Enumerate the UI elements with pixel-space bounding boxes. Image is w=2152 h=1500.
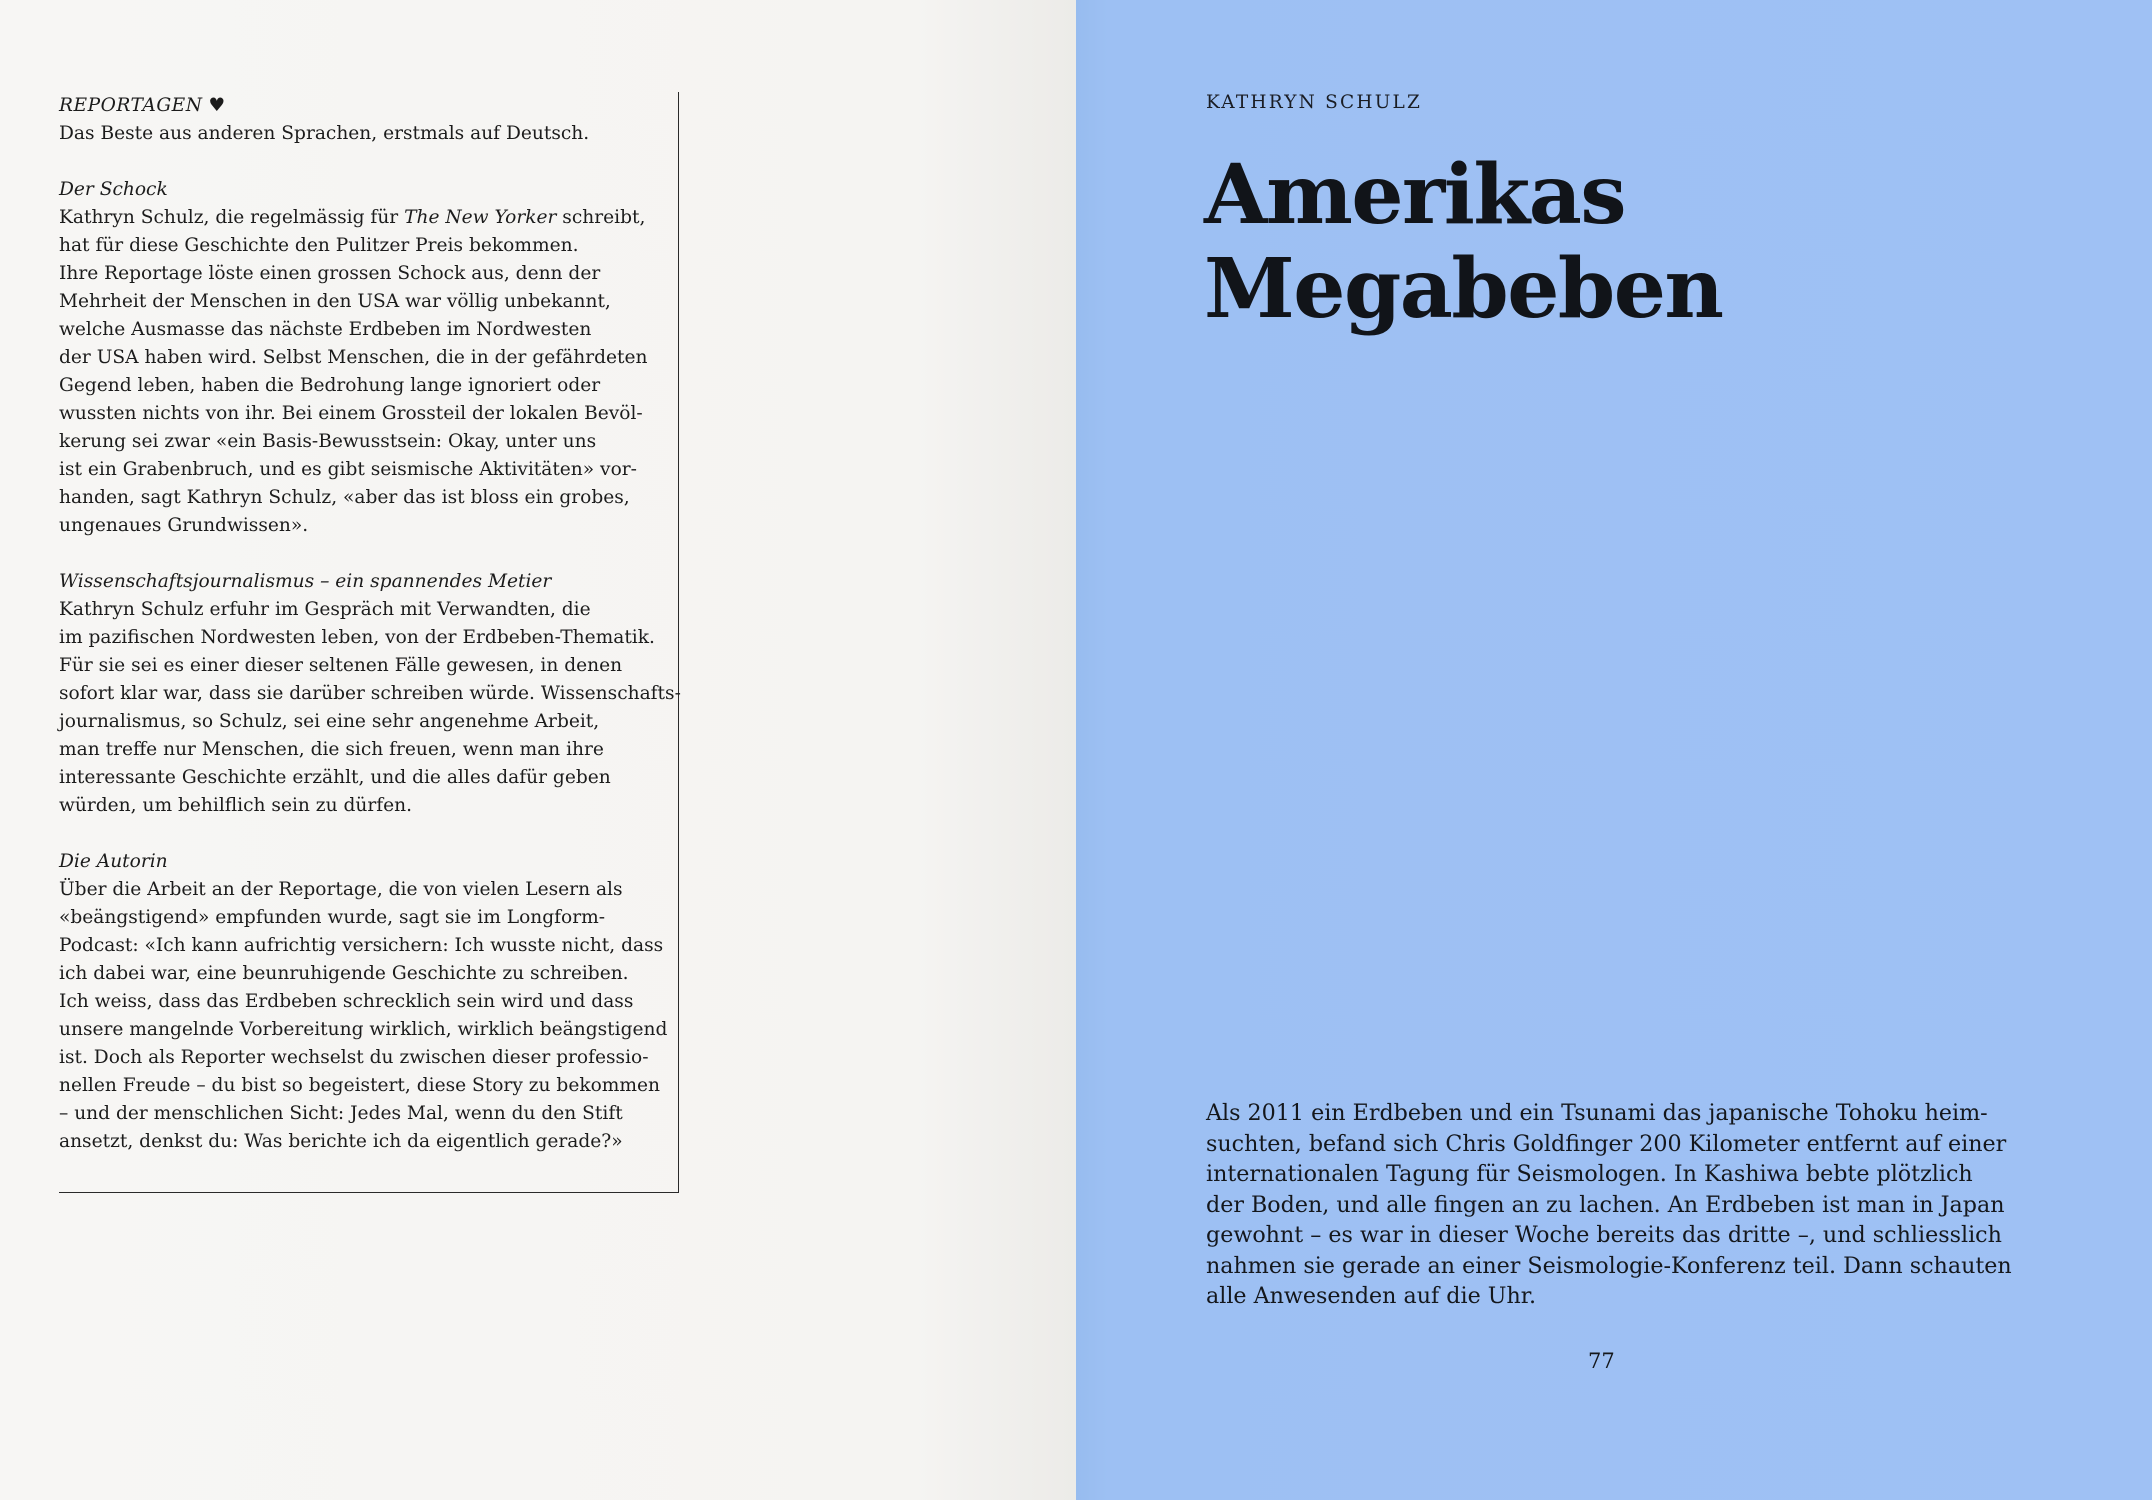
info-box-text	[59, 92, 681, 1156]
section-line: ungenaues Grundwissen».	[59, 515, 309, 536]
section-line: Ich weiss, dass das Erdbeben schrecklich sein wird und dass	[59, 991, 634, 1012]
intro-line: Als 2011 ein Erdbeben und ein Tsunami das japanische Tohoku heim-	[1206, 1100, 1988, 1126]
section-line: der USA haben wird. Selbst Menschen, die in der gefährdeten	[59, 347, 648, 368]
section-line: – und der menschlichen Sicht: Jedes Mal, wenn du den Stift	[59, 1103, 623, 1124]
section-line: hat für diese Geschichte den Pulitzer Preis bekommen.	[59, 235, 579, 256]
section-line: im pazifischen Nordwesten leben, von der Erdbeben-Thematik.	[59, 627, 655, 648]
section-line: welche Ausmasse das nächste Erdbeben im Nordwesten	[59, 319, 592, 340]
series-label-line	[59, 92, 659, 120]
intro-line: internationalen Tagung für Seismologen. In Kashiwa bebte plötzlich	[1206, 1161, 1973, 1187]
heart-icon: ♥	[208, 95, 226, 116]
section-line: Ihre Reportage löste einen grossen Schock aus, denn der	[59, 263, 601, 284]
section-line: Kathryn Schulz, die regelmässig für The New Yorker schreibt,	[59, 207, 646, 228]
section-line: unsere mangelnde Vorbereitung wirklich, wirklich beängstigend	[59, 1019, 668, 1040]
section-heading-wissenschaft: Wissenschaftsjournalismus – ein spannendes Metier	[59, 571, 552, 592]
section-line: man treffe nur Menschen, die sich freuen, wenn man ihre	[59, 739, 604, 760]
article-title	[1204, 148, 1723, 336]
info-box	[59, 92, 679, 1193]
series-label: REPORTAGEN	[59, 95, 203, 116]
section-line: ist ein Grabenbruch, und es gibt seismische Aktivitäten» vor-	[59, 459, 637, 480]
section-line: Über die Arbeit an der Reportage, die von vielen Lesern als	[59, 879, 623, 900]
section-line: sofort klar war, dass sie darüber schreiben würde. Wissenschafts-	[59, 683, 681, 704]
section-heading-autorin: Die Autorin	[59, 851, 168, 872]
section-line: ist. Doch als Reporter wechselst du zwischen dieser professio-	[59, 1047, 649, 1068]
section-line: Für sie sei es einer dieser seltenen Fälle gewesen, in denen	[59, 655, 623, 676]
section-line: interessante Geschichte erzählt, und die alles dafür geben	[59, 767, 611, 788]
title-line: Megabeben	[1204, 241, 1723, 337]
intro-line: alle Anwesenden auf die Uhr.	[1206, 1283, 1536, 1309]
section-line: journalismus, so Schulz, sei eine sehr angenehme Arbeit,	[59, 711, 600, 732]
section-line: ansetzt, denkst du: Was berichte ich da eigentlich gerade?»	[59, 1131, 623, 1152]
section-line: «beängstigend» empfunden wurde, sagt sie im Longform-	[59, 907, 606, 928]
publication-name: The New Yorker	[404, 207, 557, 228]
intro-line: der Boden, und alle fingen an zu lachen. An Erdbeben ist man in Japan	[1206, 1191, 2005, 1218]
section-line: würden, um behilflich sein zu dürfen.	[59, 795, 413, 816]
page-number: 77	[1588, 1349, 1615, 1373]
intro-line: nahmen sie gerade an einer Seismologie-Konferenz teil. Dann schauten	[1206, 1252, 2012, 1279]
section-line: wussten nichts von ihr. Bei einem Grossteil der lokalen Bevöl-	[59, 403, 643, 424]
section-line: nellen Freude – du bist so begeistert, diese Story zu bekommen	[59, 1075, 661, 1096]
section-line: handen, sagt Kathryn Schulz, «aber das ist bloss ein grobes,	[59, 487, 630, 508]
section-line: Mehrheit der Menschen in den USA war völlig unbekannt,	[59, 291, 611, 312]
author-name: KATHRYN SCHULZ	[1206, 92, 1423, 113]
section-heading-schock: Der Schock	[59, 179, 168, 200]
series-tagline: Das Beste aus anderen Sprachen, erstmals auf Deutsch.	[59, 123, 590, 144]
section-line: Kathryn Schulz erfuhr im Gespräch mit Verwandten, die	[59, 599, 591, 620]
section-line: Podcast: «Ich kann aufrichtig versichern: Ich wusste nicht, dass	[59, 935, 664, 956]
intro-paragraph	[1206, 1098, 2012, 1312]
section-line: Gegend leben, haben die Bedrohung lange ignoriert oder	[59, 375, 601, 396]
section-line: kerung sei zwar «ein Basis-Bewusstsein: Okay, unter uns	[59, 431, 597, 452]
section-line: ich dabei war, eine beunruhigende Geschichte zu schreiben.	[59, 963, 629, 984]
intro-line: suchten, befand sich Chris Goldfinger 200 Kilometer entfernt auf einer	[1206, 1130, 2007, 1157]
title-line: Amerikas	[1204, 147, 1626, 243]
intro-line: gewohnt – es war in dieser Woche bereits das dritte –, und schliesslich	[1206, 1222, 2002, 1248]
